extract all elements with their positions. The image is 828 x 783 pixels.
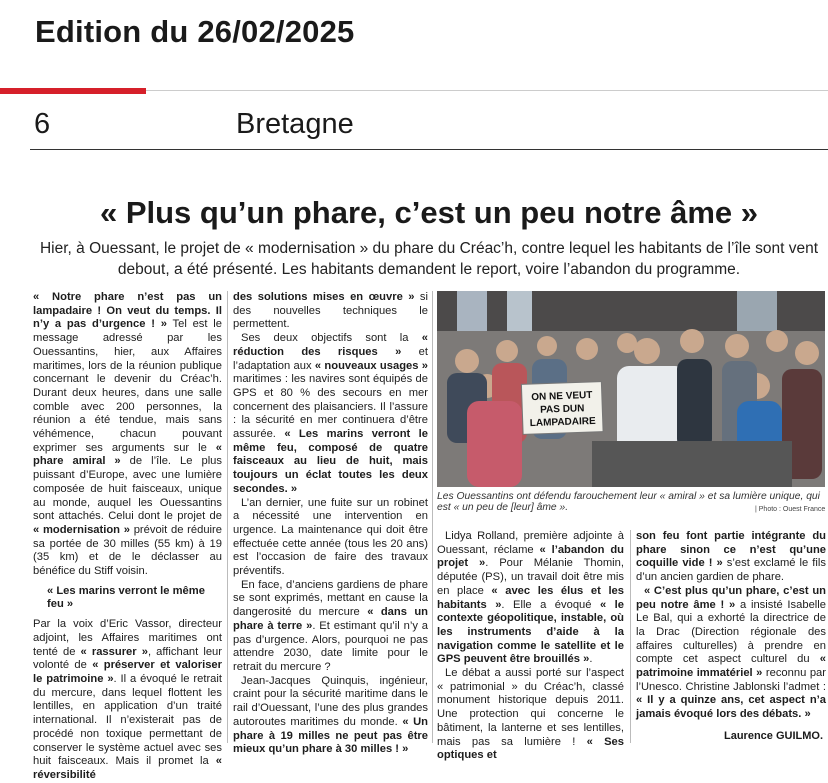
- protest-sign-text-2: PAS DUN: [539, 403, 585, 416]
- page-number: 6: [34, 108, 51, 140]
- paragraph: Ses deux objectifs sont la « réduction des risques » et l’adaptation aux « nouveaux usages » maritimes : les navires sont équipés de GPS et 80 % des secours en mer concernent des plaisanciers. Il l’assure : la sécurité en mer continuera d’être assurée. « Les marins verront le même feu, composé de quatre faisceaux au lieu de huit, mais toujours un éclat toutes les deux secondes. »: [233, 332, 428, 495]
- photo-credit: | Photo : Ouest France: [755, 506, 826, 513]
- article-column-4: [636, 530, 826, 722]
- protest-sign-text-3: LAMPADAIRE: [529, 415, 596, 430]
- column-separator: [227, 291, 228, 743]
- edition-date: Edition du 26/02/2025: [35, 14, 355, 49]
- article-photo: [437, 291, 825, 487]
- section-rule: [30, 149, 828, 150]
- paragraph: Jean-Jacques Quinquis, ingénieur, craint pour la sécurité maritime dans le rail d’Ouessant, l’une des plus grandes autoroutes maritimes du monde. « Un phare à 19 milles ne peut pas être mieux qu’un phare à 30 milles ! »: [233, 674, 428, 756]
- paragraph: « C’est plus qu’un phare, c’est un peu notre âme ! » a insisté Isabelle Le Bal, qui a exhorté la directrice de la Drac (Direction régionale des affaires culturelles) à prendre en compte cet aspect culturel du « patrimoine immatériel » reconnu par l’Unesco. Christine Jablonski l’admet : « Il y a quinze ans, cet aspect n’a jamais évoqué lors des débats. »: [636, 584, 826, 721]
- article-column-3: [437, 530, 624, 763]
- paragraph: son feu font partie intégrante du phare sinon ce n’est qu’une coquille vide ! » s’est exclamé le fils d’un ancien gardien de phare.: [636, 530, 826, 584]
- audience-illustration: [437, 291, 825, 487]
- author-byline: Laurence GUILMO.: [724, 730, 824, 742]
- paragraph: des solutions mises en œuvre » si des nouvelles techniques le permettent.: [233, 291, 429, 331]
- article-headline: « Plus qu’un phare, c’est un peu notre âme »: [99, 195, 759, 230]
- article-column-2: [233, 291, 428, 757]
- paragraph: En face, d’anciens gardiens de phare se sont exprimés, mettant en cause la dangerosité du mercure « dans un phare à terre ». Et estimant qu’il n’y a pas d’urgence. Alors, pourquoi ne pas attendre 2030, date limite pour le retrait du mercure ?: [233, 578, 429, 673]
- intertitle: « Les marins verront le même feu »: [47, 584, 205, 611]
- paragraph: « Notre phare n’est pas un lampadaire ! On veut du temps. Il n’y a pas d’urgence ! » Tel est le message adressé par les Ouessantins, hier, aux Affaires maritimes, lors de la réunion publique concernant le devenir du Créac’h. Durant deux heures, dans une salle comble avec 200 personnes, la réunion a été tendue, mais sans véhémence, chacun pouvant exprimer ses arguments sur le « phare amiral » de l’île. Le plus puissant d’Europe, avec une lumière composée de huit faisceaux, unique au monde, auquel les Ouessantins sont attachés. Celui dont le projet de « modernisation » prévoit de réduire sa portée de 30 milles (55 km) à 19 (35 km) et de le déclasser au bénéfice du Stiff voisin.: [33, 291, 222, 578]
- column-separator: [630, 530, 631, 743]
- paragraph: Le débat a aussi porté sur l’aspect « patrimonial » du Créac’h, classé monument historique depuis 2011. Une protection qui concerne le bâtiment, la lanterne et ses lentilles, mais pas sa lumière ! « Ses optiques et: [437, 667, 624, 762]
- section-title: Bretagne: [236, 108, 354, 140]
- article-column-1: [33, 291, 222, 783]
- protest-sign-text-1: ON NE VEUT: [531, 389, 593, 404]
- paragraph: L’an dernier, une fuite sur un robinet a nécessité une intervention en urgence. La maintenance qui doit être effectuée cette année (tous les 20 ans) est l’occasion de faire des travaux préventifs.: [233, 496, 428, 578]
- header-divider: [146, 90, 828, 91]
- article-standfirst: Hier, à Ouessant, le projet de « modernisation » du phare du Créac’h, contre lequel les habitants de l’île sont vent debout, a été présenté. Les habitants demandent le report, voire l’abandon du programme.: [39, 240, 819, 278]
- paragraph: Par la voix d’Eric Vassor, directeur adjoint, les Affaires maritimes ont tenté de « rassurer », affichant leur volonté de « préserver et valoriser le patrimoine ». Il a évoqué le retrait du mercure, dans lequel flottent les lentilles, en application d’un traité international. Il n’existerait pas de procédé non toxique permettant de conserver le système actuel avec ses huit faisceaux. Mais il promet la « réversibilité: [33, 618, 222, 781]
- column-separator: [432, 291, 433, 743]
- photo-caption: Les Ouessantins ont défendu farouchement leur « amiral » et sa lumière unique, qui est « un peu de [leur] âme ».: [437, 491, 820, 513]
- paragraph: Lidya Rolland, première adjointe à Ouessant, réclame « l’abandon du projet ». Pour Mélanie Thomin, députée (PS), un travail doit être mis en place « avec les élus et les habitants ». Elle a évoqué « le contexte géopolitique, instable, où les instruments d’aide à la navigation comme le satellite et le GPS peuvent être brouillés ».: [437, 530, 625, 666]
- accent-bar: [0, 88, 146, 94]
